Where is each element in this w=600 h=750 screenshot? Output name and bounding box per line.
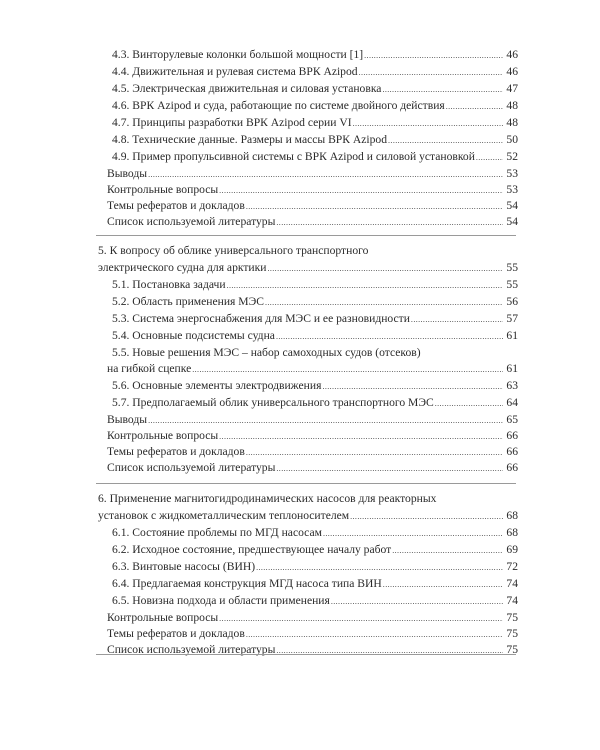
toc-leader — [331, 595, 503, 609]
toc-entry — [112, 543, 518, 558]
toc-entry-title: 4.5. Электрическая движительная и силовая установка — [112, 82, 382, 95]
toc-leader — [446, 100, 503, 114]
toc-entry-page: 54 — [506, 199, 518, 212]
toc-entry — [112, 116, 518, 131]
toc-entry — [112, 526, 518, 541]
toc-entry — [112, 65, 518, 80]
toc-entry-title: Контрольные вопросы — [107, 611, 219, 624]
toc-entry-title: 5.2. Область применения МЭС — [112, 295, 264, 308]
toc-entry-title: 5.1. Постановка задачи — [112, 278, 226, 291]
toc-leader — [256, 561, 503, 575]
toc-entry-title: Контрольные вопросы — [107, 429, 219, 442]
section-heading-title: установок с жидкометаллическим теплоносителем — [98, 509, 350, 522]
toc-entry-page: 57 — [506, 312, 518, 325]
toc-entry — [107, 643, 518, 658]
toc-leader — [276, 216, 503, 230]
toc-entry-title: 4.3. Винторулевые колонки большой мощности [1] — [112, 48, 364, 61]
toc-entry-title: 5.7. Предполагаемый облик универсального транспортного МЭС — [112, 396, 434, 409]
toc-entry-title: 4.6. ВРК Azipod и суда, работающие по системе двойного действия — [112, 99, 445, 112]
section-divider — [96, 654, 516, 655]
toc-entry-page: 46 — [506, 65, 518, 78]
toc-entry-page: 48 — [506, 116, 518, 129]
toc-leader — [364, 49, 503, 63]
toc-leader — [435, 397, 503, 411]
toc-leader — [350, 510, 503, 524]
toc-entry — [112, 594, 518, 609]
toc-entry-title: 6.1. Состояние проблемы по МГД насосам — [112, 526, 322, 539]
toc-entry-page: 72 — [506, 560, 518, 573]
toc-entry — [112, 48, 518, 63]
toc-leader — [246, 200, 503, 214]
toc-entry-page: 46 — [506, 48, 518, 61]
toc-entry-title: 6.4. Предлагаемая конструкция МГД насоса типа ВИН — [112, 577, 382, 590]
toc-entry-title: 5.6. Основные элементы электродвижения — [112, 379, 322, 392]
toc-entry-title: 6.2. Исходное состояние, предшествующее началу работ — [112, 543, 392, 556]
toc-entry-page: 63 — [506, 379, 518, 392]
toc-entry-page: 75 — [506, 611, 518, 624]
toc-entry-title: Темы рефератов и докладов — [107, 199, 245, 212]
toc-entry-page: 56 — [506, 295, 518, 308]
toc-entry — [112, 577, 518, 592]
toc-entry-title: 4.4. Движительная и рулевая система ВРК Azipod — [112, 65, 358, 78]
toc-leader — [192, 363, 503, 377]
toc-entry-page: 74 — [506, 594, 518, 607]
toc-entry-page: 66 — [506, 461, 518, 474]
toc-leader — [359, 66, 503, 80]
toc-entry-title: 5.5. Новые решения МЭС – набор самоходных судов (отсеков) — [112, 346, 421, 359]
section-heading-line — [98, 261, 518, 276]
toc-entry — [107, 627, 518, 642]
toc-entry-title: Выводы — [107, 167, 148, 180]
toc-entry-title: на гибкой сцепке — [107, 362, 192, 375]
toc-entry-title: Темы рефератов и докладов — [107, 627, 245, 640]
toc-entry-page: 55 — [506, 278, 518, 291]
toc-leader — [382, 83, 503, 97]
toc-leader — [476, 151, 503, 165]
toc-leader — [392, 544, 503, 558]
section-divider — [96, 235, 516, 236]
toc-entry — [107, 461, 518, 476]
toc-leader — [265, 296, 503, 310]
toc-entry-title: Список используемой литературы — [107, 461, 276, 474]
toc-leader — [276, 330, 503, 344]
toc-entry-page: 69 — [506, 543, 518, 556]
toc-leader — [246, 446, 503, 460]
toc-entry — [112, 560, 518, 575]
toc-entry-title: 6.5. Новизна подхода и области применения — [112, 594, 330, 607]
toc-leader — [388, 134, 503, 148]
toc-entry — [112, 99, 518, 114]
toc-entry-page: 75 — [506, 627, 518, 640]
toc-entry-page: 61 — [506, 329, 518, 342]
toc-entry-page: 47 — [506, 82, 518, 95]
toc-entry — [107, 611, 518, 626]
toc-entry — [112, 329, 518, 344]
toc-entry-title: 4.8. Технические данные. Размеры и массы ВРК Azipod — [112, 133, 388, 146]
section-divider — [96, 483, 516, 484]
section-heading: 5. К вопросу об облике универсального транспортного — [98, 244, 369, 257]
toc-entry — [107, 167, 518, 182]
toc-entry-page: 54 — [506, 215, 518, 228]
toc-entry-title: 5.4. Основные подсистемы судна — [112, 329, 275, 342]
toc-entry-title: 4.9. Пример пропульсивной системы с ВРК Azipod и силовой установкой — [112, 150, 475, 163]
toc-entry-page: 61 — [506, 362, 518, 375]
toc-leader — [323, 527, 503, 541]
toc-entry — [107, 215, 518, 230]
toc-leader — [148, 414, 503, 428]
toc-entry-page: 75 — [506, 643, 518, 656]
toc-entry-page: 52 — [506, 150, 518, 163]
toc-entry — [112, 278, 518, 293]
toc-leader — [246, 628, 503, 642]
toc-entry — [112, 133, 518, 148]
toc-entry-title: 4.7. Принципы разработки ВРК Azipod серии VI — [112, 116, 352, 129]
toc-entry-page: 50 — [506, 133, 518, 146]
section-heading: 6. Применение магнитогидродинамических насосов для реакторных — [98, 492, 437, 505]
toc-entry-page: 66 — [506, 445, 518, 458]
toc-entry-page: 55 — [506, 261, 518, 274]
toc-leader — [383, 578, 503, 592]
toc-entry-title: 5.3. Система энергоснабжения для МЭС и ее разновидности — [112, 312, 410, 325]
toc-entry-page: 68 — [506, 526, 518, 539]
toc-entry — [112, 150, 518, 165]
toc-leader — [276, 462, 503, 476]
toc-entry-page: 53 — [506, 183, 518, 196]
toc-entry-page: 74 — [506, 577, 518, 590]
toc-entry — [107, 429, 518, 444]
toc-leader — [411, 313, 503, 327]
toc-leader — [219, 612, 503, 626]
toc-entry-title: Список используемой литературы — [107, 215, 276, 228]
toc-leader — [353, 117, 503, 131]
toc-entry-page: 66 — [506, 429, 518, 442]
toc-leader — [219, 184, 503, 198]
toc-leader — [219, 430, 503, 444]
toc-entry — [112, 295, 518, 310]
toc-entry-page: 68 — [506, 509, 518, 522]
toc-leader — [322, 380, 503, 394]
toc-entry — [112, 396, 518, 411]
toc-entry-title: 6.3. Винтовые насосы (ВИН) — [112, 560, 256, 573]
toc-entry-title: Контрольные вопросы — [107, 183, 219, 196]
toc-entry — [112, 379, 518, 394]
toc-entry-page: 53 — [506, 167, 518, 180]
section-heading-line — [98, 509, 518, 524]
toc-leader — [148, 168, 503, 182]
toc-entry-title: Список используемой литературы — [107, 643, 276, 656]
section-heading-title: электрического судна для арктики — [98, 261, 267, 274]
toc-entry — [107, 362, 518, 377]
toc-entry-title: Выводы — [107, 413, 148, 426]
toc-entry — [107, 199, 518, 214]
toc-leader — [276, 644, 503, 658]
toc-entry-title: Темы рефератов и докладов — [107, 445, 245, 458]
toc-entry — [107, 413, 518, 428]
toc-entry-page: 65 — [506, 413, 518, 426]
toc-entry — [112, 82, 518, 97]
toc-leader — [267, 262, 503, 276]
toc-leader — [227, 279, 503, 293]
toc-entry-page: 48 — [506, 99, 518, 112]
toc-entry-page: 64 — [506, 396, 518, 409]
toc-entry — [112, 312, 518, 327]
toc-entry — [107, 183, 518, 198]
toc-entry — [107, 445, 518, 460]
